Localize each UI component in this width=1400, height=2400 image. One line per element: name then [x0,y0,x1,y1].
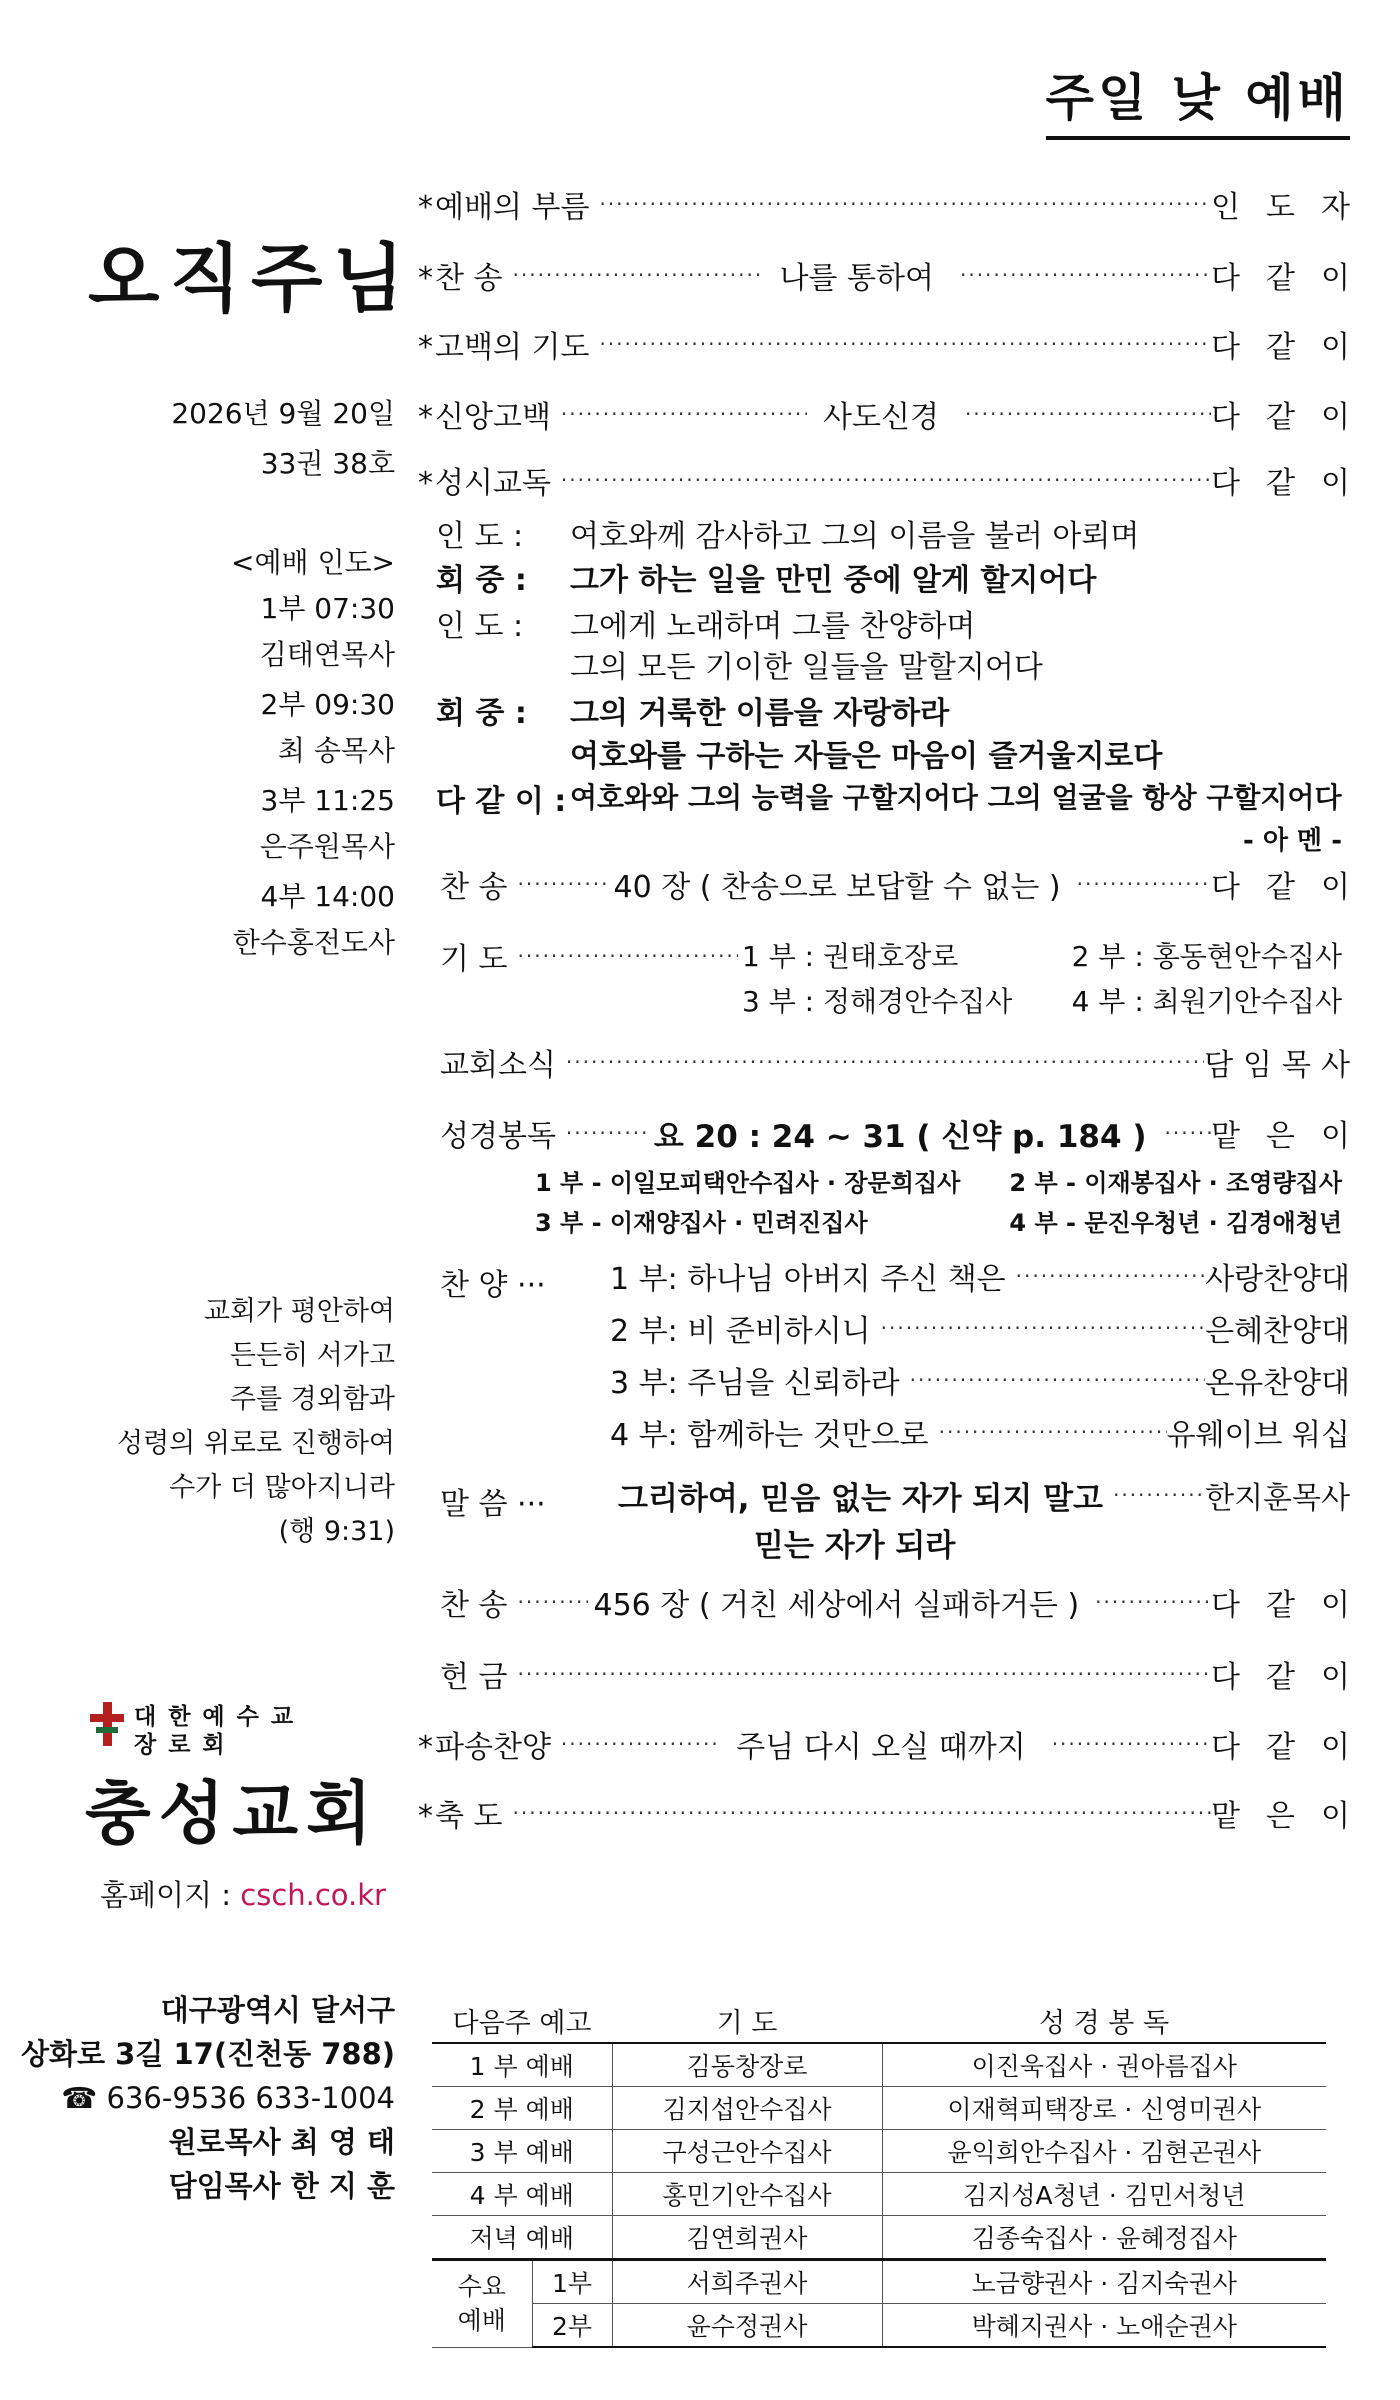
anthem-item [610,1358,1350,1402]
motto: 오직주님 [88,236,414,322]
leader-dots [503,263,764,287]
responsive-text: 여호와께 감사하고 그의 이름을 불러 아뢰며 [570,519,1140,554]
leader-hour: 14:00 [314,880,395,913]
reader-1: 1 부 - 이일모피택안수집사 · 장문희집사 [535,1169,961,1197]
issue-volume: 33권 38호 [260,447,395,480]
cross-icon [90,1702,124,1746]
responsive-speaker: 회 중 : [436,696,527,731]
worship-leaders [231,540,395,966]
table-row [432,2087,1326,2130]
prayer-3: 3 부 : 정해경안수집사 [742,985,1013,1018]
leader-dots [955,402,1211,426]
table-row [432,2173,1326,2216]
scripture-verse [117,1290,395,1554]
wednesday-service-cell: 수요 예배 [432,2260,532,2348]
reading-cell: 박혜지권사 · 노애순권사 [882,2304,1326,2348]
leader-dots [1042,1732,1211,1756]
order-benediction [418,1791,1376,1835]
leader-dots [508,1590,588,1614]
reading-cell: 이재혁피택장로 · 신영미권사 [882,2087,1326,2130]
order-label: * 예배의 부름 [418,182,589,226]
table-row [432,2043,1326,2087]
leader-dots [551,1732,720,1756]
order-responsible: 다같이 [1211,1660,1376,1695]
leader-dots [589,332,1211,356]
leader-dots [508,872,608,896]
leader-hour: 09:30 [314,688,395,721]
anthem-item [610,1410,1350,1454]
sermon-title: 그리하여, 믿음 없는 자가 되지 말고 [618,1480,1103,1517]
order-label: 찬 송 [440,870,508,905]
leader-name: 최 송목사 [277,734,395,767]
table-header: 기 도 [612,1998,882,2043]
leader-name: 한수홍전도사 [232,926,395,959]
leader-part: 2부 [260,688,306,721]
order-offering [418,1652,1376,1696]
leader-name: 은주원목사 [259,830,395,863]
order-responsible: 맡은이 [1211,1799,1376,1834]
order-confession [418,322,1376,366]
part-cell: 2부 [532,2304,612,2348]
service-cell: 2 부 예배 [432,2087,612,2130]
verse-line: 교회가 평안하여 [203,1296,395,1327]
leaders-title: <예배 인도> [230,546,395,579]
leader-dots [508,1662,1212,1686]
next-week-table [432,1998,1326,2348]
order-label: 찬 송 [440,1588,508,1623]
order-responsible: 다같이 [1211,1588,1376,1623]
anthem-title: 1 부: 하나님 아버지 주신 책은 [610,1262,1006,1297]
prayer-1: 1 부 : 권태호장로 [742,940,959,973]
elder-pastor: 원로목사 최 영 태 [168,2125,395,2159]
order-hymn-1 [418,253,1376,297]
order-creed [418,392,1376,436]
prayer-cell: 김지섭안수집사 [612,2087,882,2130]
reading-cell: 이진욱집사 · 권아름집사 [882,2043,1326,2087]
leader-dots [556,1121,646,1145]
sermon-title-2: 믿는 자가 되라 [754,1528,956,1564]
leader-time [231,586,395,632]
leader-part: 1부 [260,592,306,625]
prayer-2: 2 부 : 홍동현안수집사 [1071,940,1342,973]
order-title: 40 장 ( 찬송으로 보답할 수 없는 ) [613,870,1061,905]
order-responsible: 다같이 [1211,400,1376,435]
reader-4: 4 부 - 문진우청년 · 김경애청년 [1009,1209,1342,1237]
order-news [418,1040,1360,1084]
order-responsible: 다같이 [1211,330,1376,365]
order-psalm [418,458,1376,502]
leader-dots [1006,1264,1205,1288]
order-responsible: 다같이 [1211,261,1376,296]
order-sending [418,1722,1376,1766]
reading-cell: 윤익희안수집사 · 김현곤권사 [882,2130,1326,2173]
leader-part: 3부 [260,784,306,817]
anthem-item [610,1306,1350,1350]
reading-cell: 김종숙집사 · 윤혜정집사 [882,2216,1326,2260]
leader-dots [589,192,1211,216]
order-hymn-3 [418,1580,1376,1624]
reader-2: 2 부 - 이재봉집사 · 조영량집사 [1009,1169,1342,1197]
order-responsible: 담임목사 [1204,1048,1360,1083]
anthem-title: 2 부: 비 준비하시니 [610,1314,871,1349]
reader-3: 3 부 - 이재양집사 · 민려진집사 [535,1209,868,1237]
reading-cell: 김지성A청년 · 김민서청년 [882,2173,1326,2216]
order-label: * 파송찬양 [418,1722,551,1766]
anthem-choir: 온유찬양대 [1205,1366,1350,1401]
responsive-text: 여호와와 그의 능력을 구할지어다 그의 얼굴을 항상 구할지어다 [570,781,1342,814]
order-label: * 신앙고백 [418,392,551,436]
anthem-choir: 은혜찬양대 [1205,1314,1350,1349]
leader-name: 김태연목사 [259,638,395,671]
anthem-choir: 사랑찬양대 [1205,1262,1350,1297]
leader-hour: 07:30 [314,592,395,625]
table-header: 다음주 예고 [432,1998,612,2043]
order-call [418,182,1376,226]
responsive-text: 그에게 노래하며 그를 찬양하며 [570,609,976,644]
anthem-title: 4 부: 함께하는 것만으로 [610,1418,929,1453]
prayer-cell: 윤수정권사 [612,2304,882,2348]
address-line: 상화로 3길 17(진천동 788) [21,2037,395,2071]
homepage [100,1873,386,1914]
order-hymn-2 [418,862,1376,906]
prayer-cell: 김연희권사 [612,2216,882,2260]
homepage-link[interactable]: csch.co.kr [240,1878,386,1912]
senior-pastor: 담임목사 한 지 훈 [168,2169,395,2203]
table-row [432,2304,1326,2348]
responsive-text: 그의 거룩한 이름을 자랑하라 [570,696,950,731]
order-responsible: 다같이 [1211,1730,1376,1765]
service-cell: 저녁 예배 [432,2216,612,2260]
table-row [432,2216,1326,2260]
anthem-item [610,1254,1350,1298]
order-label: * 고백의 기도 [418,322,589,366]
responsive-speaker: 다 같 이 : [436,784,567,819]
leader-dots [1103,1483,1205,1507]
responsive-speaker: 인 도 : [436,519,524,554]
leader-time [231,682,395,728]
leader-dots [503,1801,1212,1825]
order-responsible: 맡은이 [1211,1119,1376,1154]
leader-dots [950,263,1211,287]
denomination-name-2: 장로회 [134,1732,237,1758]
prayer-cell: 김동창장로 [612,2043,882,2087]
verse-line: 수가 더 많아지니라 [169,1472,395,1503]
order-title: 요 20 : 24 ~ 31 ( 신약 p. 184 ) [653,1118,1147,1155]
order-label: 교회소식 [440,1048,556,1083]
order-label-anthem: 찬 양 ··· [440,1268,546,1303]
responsive-text: 그의 모든 기이한 일들을 말할지어다 [570,650,1043,685]
leader-dots [1155,1121,1212,1145]
order-label: * 찬 송 [418,253,503,297]
leader-dots [556,1050,1204,1074]
verse-reference: (행 9:31) [278,1516,395,1547]
order-responsible: 다같이 [1211,466,1376,501]
order-title: 나를 통하여 [779,261,934,296]
page-title: 주일 낮 예배 [1046,58,1350,140]
leader-dots [508,944,739,968]
prayer-cell: 홍민기안수집사 [612,2173,882,2216]
order-prayer [418,934,738,978]
order-label: 기 도 [440,942,508,977]
order-responsible: 인도자 [1211,190,1376,225]
responsive-text: 그가 하는 일을 만민 중에 알게 할지어다 [570,563,1097,598]
part-cell: 1부 [532,2260,612,2304]
order-sermon [618,1473,1350,1517]
order-label: 성경봉독 [440,1119,556,1154]
responsive-speaker: 인 도 : [436,609,524,644]
reading-cell: 노금향권사 · 김지숙권사 [882,2260,1326,2304]
order-title: 사도신경 [823,400,939,435]
order-title: 주님 다시 오실 때까지 [736,1730,1026,1765]
church-address [21,1988,395,2208]
leader-dots [1067,872,1211,896]
leader-dots [929,1420,1167,1444]
leader-dots [1085,1590,1211,1614]
phone-numbers: ☎ 636-9536 633-1004 [61,2081,395,2115]
table-header: 성 경 봉 독 [882,1998,1326,2043]
order-reading [418,1111,1376,1155]
address-line: 대구광역시 달서구 [160,1993,395,2027]
verse-line: 주를 경외함과 [229,1384,395,1415]
leader-part: 4부 [260,880,306,913]
leader-dots [900,1368,1205,1392]
table-row [432,2130,1326,2173]
responsive-speaker: 회 중 : [436,563,527,598]
service-cell: 4 부 예배 [432,2173,612,2216]
order-responsible: 다같이 [1211,870,1376,905]
leader-dots [551,402,807,426]
leader-hour: 11:25 [314,784,395,817]
homepage-label: 홈페이지 : [100,1878,241,1912]
order-label: * 성시교독 [418,458,551,502]
anthem-choir: 유웨이브 워십 [1166,1418,1350,1453]
service-cell: 3 부 예배 [432,2130,612,2173]
amen: - 아 멘 - [1243,826,1342,856]
prayer-cell: 구성근안수집사 [612,2130,882,2173]
verse-line: 성령의 위로로 진행하여 [117,1428,395,1459]
verse-line: 든든히 서가고 [229,1340,395,1371]
leader-dots [551,468,1211,492]
prayer-cell: 서희주권사 [612,2260,882,2304]
order-label-sermon: 말 씀 ··· [440,1487,546,1522]
denomination-name: 대한예수교 [134,1704,306,1730]
order-title: 456 장 ( 거친 세상에서 실패하거든 ) [593,1588,1080,1623]
anthem-title: 3 부: 주님을 신뢰하라 [610,1366,900,1401]
issue-date: 2026년 9월 20일 [171,397,395,430]
order-responsible: 한지훈목사 [1205,1481,1350,1516]
church-name: 충성교회 [85,1775,380,1854]
order-label: 헌 금 [440,1660,508,1695]
responsive-text: 여호와를 구하는 자들은 마음이 즐거울지로다 [570,739,1163,774]
prayer-4: 4 부 : 최원기안수집사 [1071,985,1342,1018]
table-row [432,2260,1326,2304]
leader-time [231,874,395,920]
service-cell: 1 부 예배 [432,2043,612,2087]
order-label: * 축 도 [418,1791,503,1835]
leader-time [231,778,395,824]
table-header-row [432,1998,1326,2043]
leader-dots [871,1316,1205,1340]
